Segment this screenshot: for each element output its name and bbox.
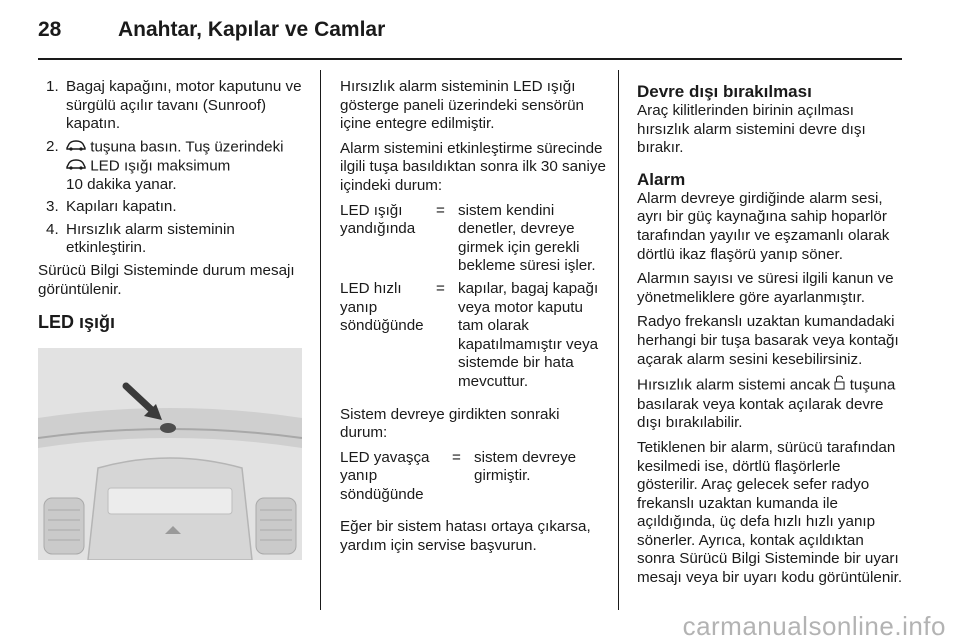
page-header <box>38 14 918 50</box>
step-3: 3. Kapıları kapatın. <box>46 198 177 216</box>
definition-row: LED ışığı yandığında = sistem kendini denetler, devreye girmek için gerekli bekleme süresi işler. <box>340 201 596 275</box>
alarm-text-2: Alarmın sayısı ve süresi ilgili kanun ve yönetmeliklere göre ayarlanmıştır. <box>637 270 894 306</box>
deactivation-text: Araç kilitlerinden birinin açılması hırsızlık alarm sistemini devre dışı bırakır. <box>637 102 866 157</box>
column-divider-1 <box>320 70 321 610</box>
column-2 <box>340 78 606 562</box>
column-divider-2 <box>618 70 619 610</box>
column-3 <box>637 78 905 594</box>
car-lock-icon <box>66 157 86 176</box>
service-note: Eğer bir sistem hatası ortaya çıkarsa, yardım için servise başvurun. <box>340 518 591 555</box>
page-number: 28 <box>38 18 62 41</box>
dashboard-led-illustration <box>38 348 302 560</box>
deactivation-heading: Devre dışı bırakılması <box>637 82 812 101</box>
header-rule <box>38 58 902 60</box>
column-1 <box>38 78 304 560</box>
step-2: 2. tuşuna basın. Tuş üzerindeki LED ışığı maksimum 10 dakika yanar. <box>46 137 284 193</box>
alarm-heading: Alarm <box>637 169 686 189</box>
status-note: Sürücü Bilgi Sisteminde durum mesajı görüntülenir. <box>38 261 295 298</box>
chapter-title: Anahtar, Kapılar ve Camlar <box>118 18 386 41</box>
definition-row: LED hızlı yanıp söndüğünde = kapılar, bagaj kapağı veya motor kaputu tam olarak kapatılmamıştır veya sistemde bir hata mevcuttur. <box>340 279 599 390</box>
activation-steps <box>38 78 304 258</box>
step-4: 4. Hırsızlık alarm sisteminin etkinleştirin. <box>46 220 235 257</box>
watermark: carmanualsonline.info <box>682 611 946 641</box>
alarm-text-5: Tetiklenen bir alarm, sürücü tarafından kesilmedi ise, dörtlü flaşörlerle gösterilir. Araç gelecek sefer radyo frekanslı uzaktan kumanda ile açıldığında, üç defa hızlı hızlı yanıp sönerler. Ayrıca, kontak açıldıktan sonra Sürücü Bilgi Sisteminde bir uyarı mesajı veya bir uyarı kodu görüntülenir. <box>637 438 903 587</box>
led-intro: Hırsızlık alarm sisteminin LED ışığı gösterge paneli üzerindeki sensörün içine entegre edilmiştir. <box>340 78 585 133</box>
car-lock-icon <box>66 138 86 157</box>
definition-row: LED yavaşça yanıp söndüğünde = sistem devreye girmiştir. <box>340 448 577 503</box>
alarm-text-4: Hırsızlık alarm sistemi ancak tuşuna basılarak veya kontak açılarak devre dışı bırakılabilir. <box>637 376 896 432</box>
alarm-text-1: Alarm devreye girdiğinde alarm sesi, ayrı bir güç kaynağına sahip hoparlör tarafından yayılır ve eşzamanlı olarak dörtlü ikaz flaşörü yanıp söner. <box>637 189 890 263</box>
step-1: 1. Bagaj kapağını, motor kaputunu ve sürgülü açılır tavanı (Sunroof) kapatın. <box>46 78 302 133</box>
post-activation-intro: Sistem devreye girdikten sonraki durum: <box>340 405 560 442</box>
activation-status-intro: Alarm sistemini etkinleştirme sürecinde ilgili tuşa basıldıktan sonra ilk 30 saniye içindeki durum: <box>340 139 606 194</box>
unlock-icon <box>834 375 845 396</box>
alarm-text-3: Radyo frekanslı uzaktan kumandadaki herhangi bir tuşa basarak veya kontağı açarak alarm sesini kesebilirsiniz. <box>637 313 899 368</box>
led-heading: LED ışığı <box>38 312 116 333</box>
